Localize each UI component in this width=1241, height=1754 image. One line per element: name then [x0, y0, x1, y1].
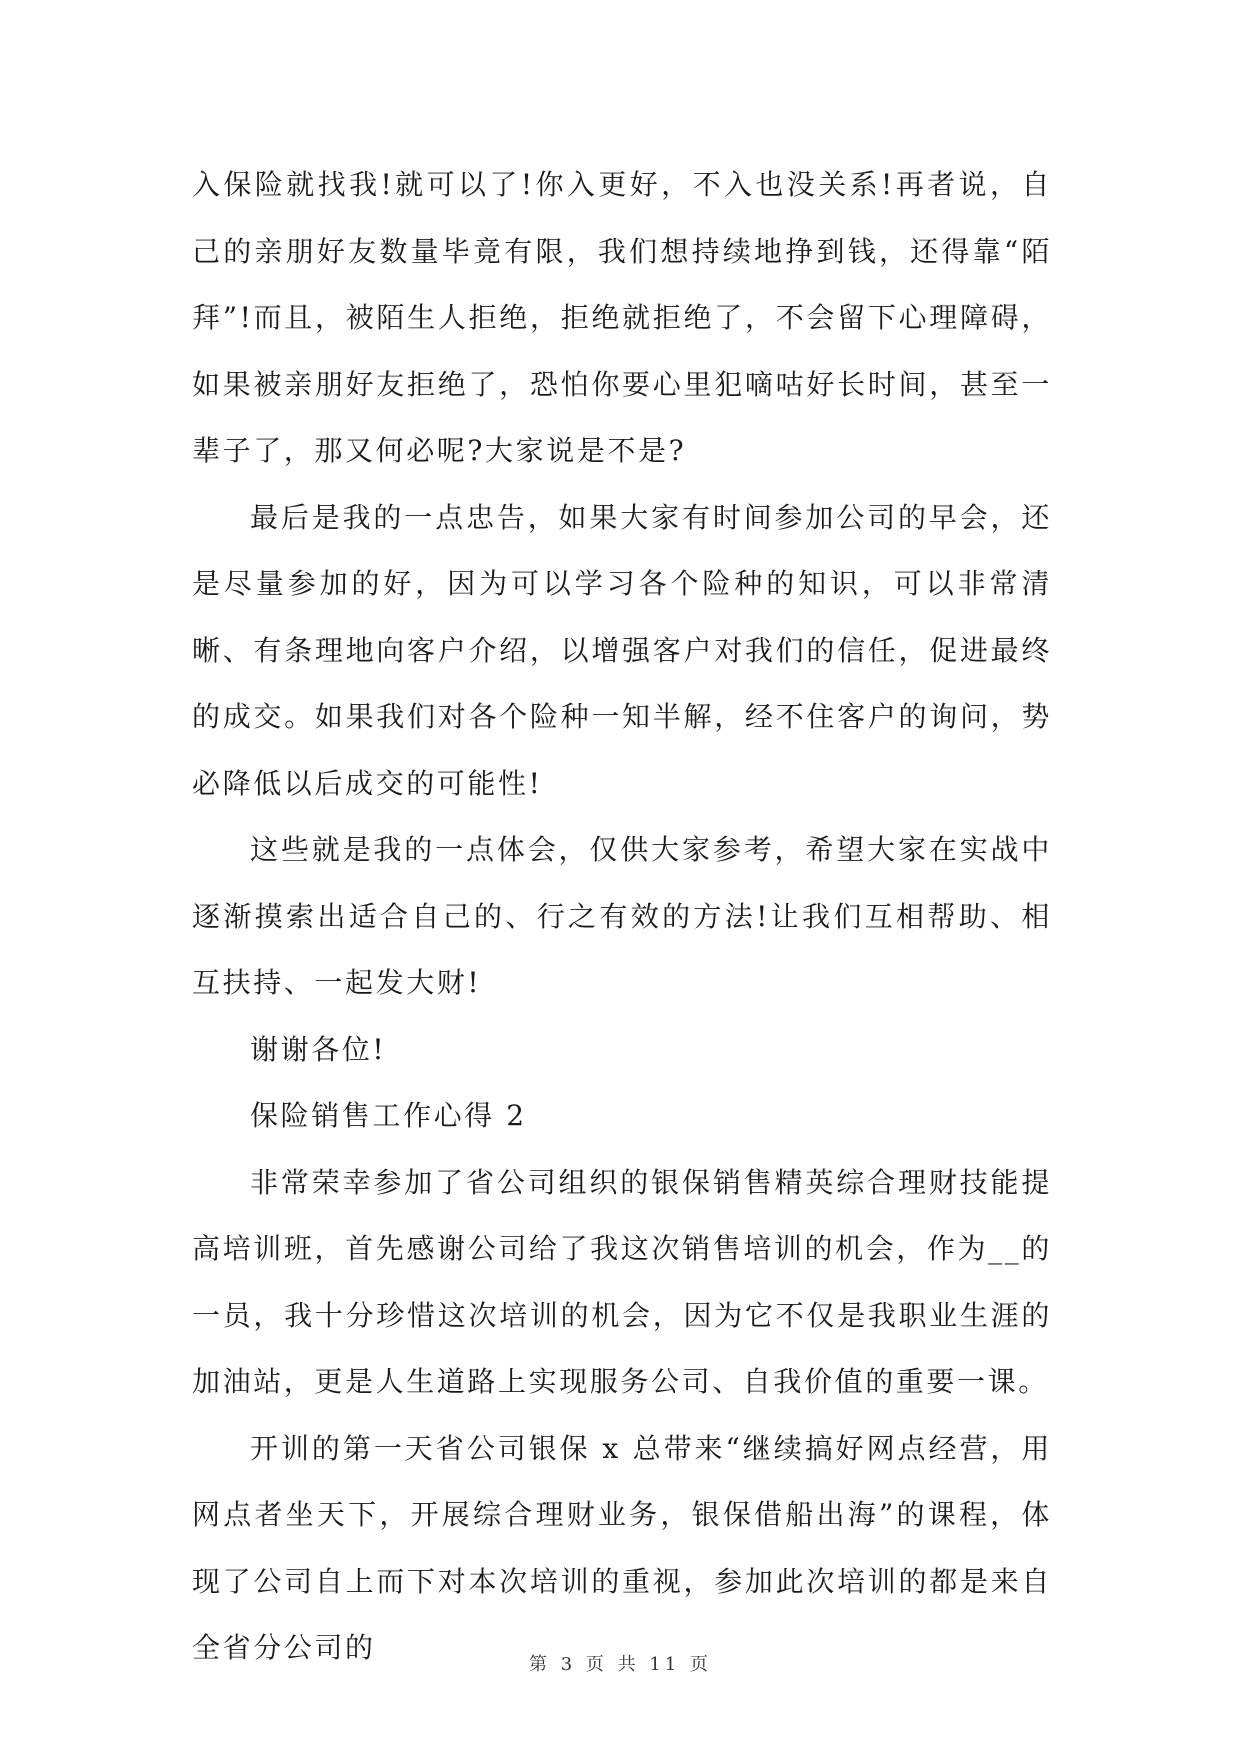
section-heading: 保险销售工作心得 2 [250, 1099, 527, 1132]
paragraph-summary: 这些就是我的一点体会，仅供大家参考，希望大家在实战中逐渐摸索出适合自己的、行之有效的方法!让我们互相帮助、相互扶持、一起发大财! [192, 833, 1052, 999]
paragraph-training-day-one: 开训的第一天省公司银保 x 总带来“继续搞好网点经营，用网点者坐天下，开展综合理财业务，银保借船出海”的课程，体现了公司自上而下对本次培训的重视，参加此次培训的都是来自全省分公司的 [192, 1431, 1052, 1664]
page-number: 第 3 页 共 11 页 [529, 1654, 712, 1675]
document-body [192, 152, 1052, 1682]
paragraph-thanks: 谢谢各位! [250, 1032, 387, 1066]
paragraph-advice: 最后是我的一点忠告，如果大家有时间参加公司的早会，还是尽量参加的好，因为可以学习各个险种的知识，可以非常清晰、有条理地向客户介绍，以增强客户对我们的信任，促进最终的成交。如果我们对各个险种一知半解，经不住客户的询问，势必降低以后成交的可能性! [192, 500, 1052, 800]
paragraph-continuation: 入保险就找我!就可以了!你入更好，不入也没关系!再者说，自己的亲朋好友数量毕竟有限，我们想持续地挣到钱，还得靠“陌拜”!而且，被陌生人拒绝，拒绝就拒绝了，不会留下心理障碍，如果被亲朋好友拒绝了，恐怕你要心里犯嘀咕好长时间，甚至一辈子了，那又何必呢?大家说是不是? [192, 168, 1052, 467]
paragraph-training-intro: 非常荣幸参加了省公司组织的银保销售精英综合理财技能提高培训班，首先感谢公司给了我这次销售培训的机会，作为__的一员，我十分珍惜这次培训的机会，因为它不仅是我职业生涯的加油站，更是人生道路上实现服务公司、自我价值的重要一课。 [192, 1165, 1052, 1398]
